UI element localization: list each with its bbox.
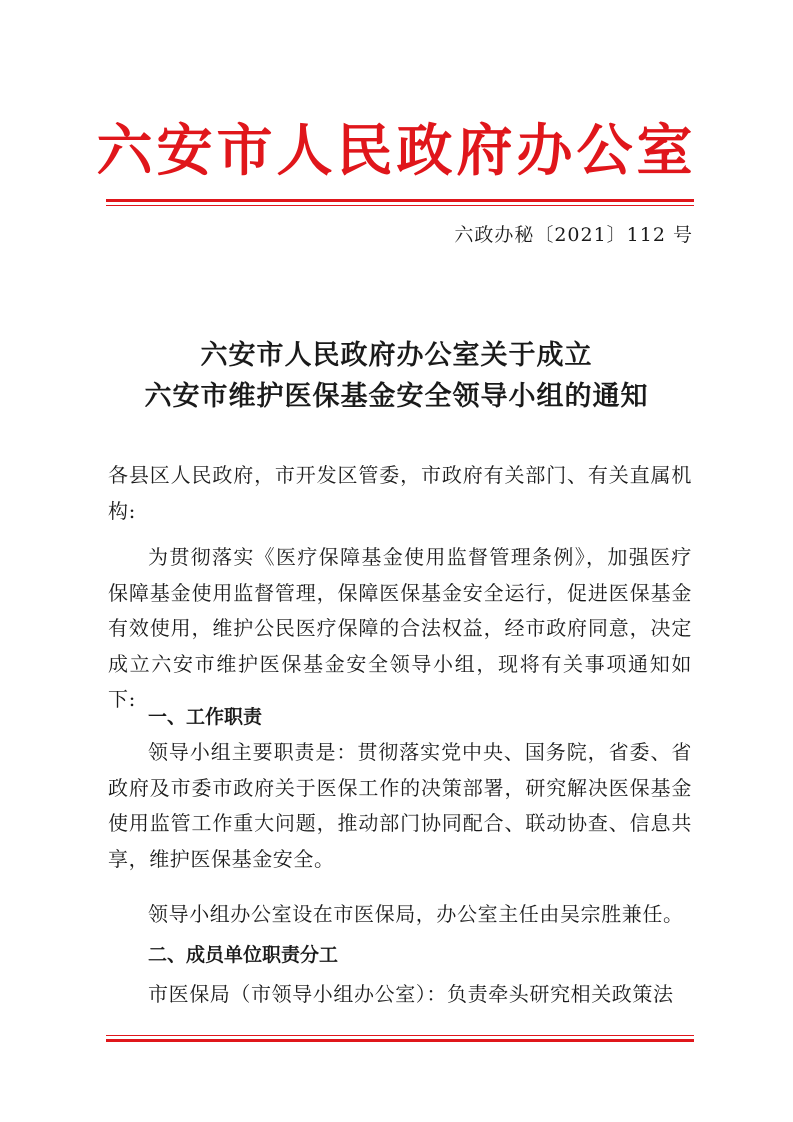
header-rule-thick — [106, 199, 694, 202]
document-title-line-2: 六安市维护医保基金安全领导小组的通知 — [144, 381, 649, 412]
document-number: 六政办秘〔2021〕112 号 — [454, 224, 693, 246]
section-1-heading: 一、工作职责 — [148, 706, 263, 728]
addressee: 各县区人民政府，市开发区管委，市政府有关部门、有关直属机构: — [108, 463, 692, 523]
document-title-line-1: 六安市人民政府办公室关于成立 — [200, 340, 593, 371]
header-rule-thin — [106, 205, 694, 206]
intro-paragraph: 为贯彻落实《医疗保障基金使用监督管理条例》，加强医疗保障基金使用监督管理，保障医保基金安全运行，促进医保基金有效使用，维护公民医疗保障的合法权益，经市政府同意，决定成立六安市维护医保基金安全领导小组，现将有关事项通知如下: — [108, 545, 692, 711]
section-2-heading: 二、成员单位职责分工 — [148, 944, 339, 966]
section-1-paragraph-2: 领导小组办公室设在市医保局，办公室主任由吴宗胜兼任。 — [148, 902, 684, 926]
section-1-paragraph-1: 领导小组主要职责是：贯彻落实党中央、国务院，省委、省政府及市委市政府关于医保工作的决策部署，研究解决医保基金使用监管工作重大问题，推动部门协同配合、联动协查、信息共享，维护医保基金安全。 — [108, 740, 692, 871]
section-2-paragraph-1: 市医保局（市领导小组办公室）：负责牵头研究相关政策法 — [148, 982, 674, 1006]
footer-rule-thick — [106, 1039, 694, 1042]
footer-rule-thin — [106, 1035, 694, 1036]
issuer-masthead: 六安市人民政府办公室 — [96, 118, 697, 184]
